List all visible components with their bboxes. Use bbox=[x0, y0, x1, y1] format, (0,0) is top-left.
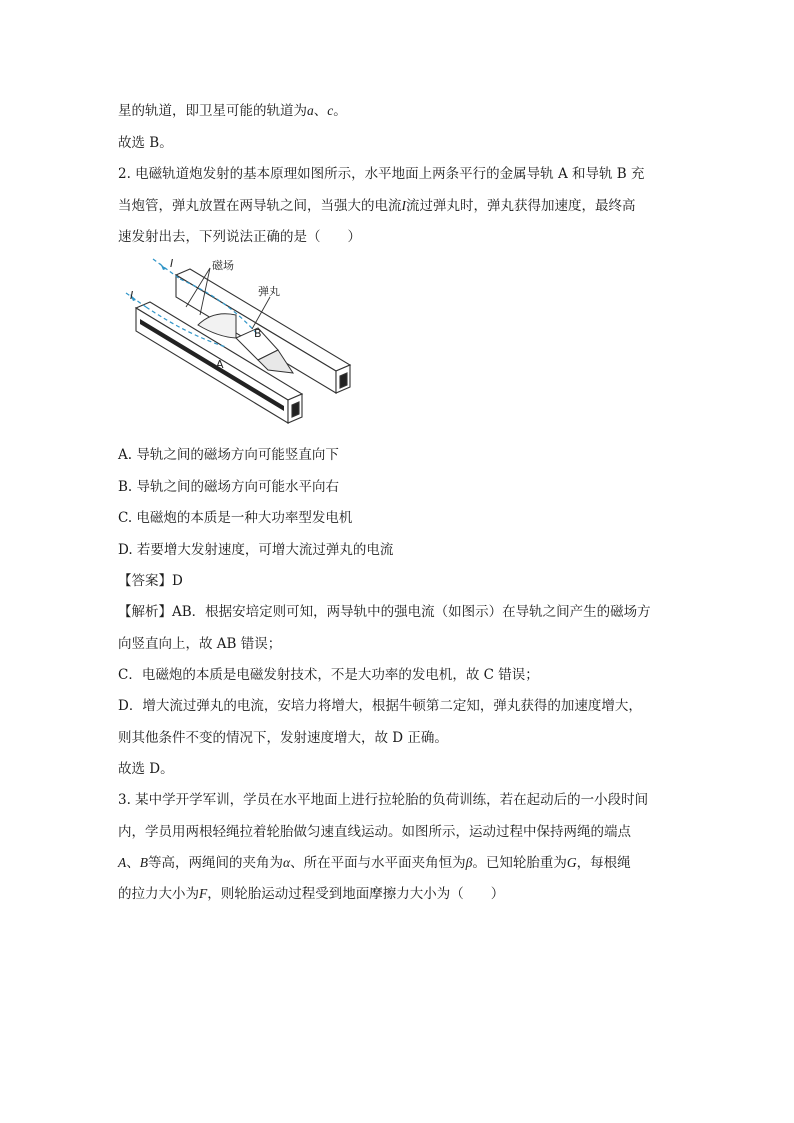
symbol-B: B bbox=[139, 855, 148, 870]
current-arrows bbox=[130, 263, 166, 301]
option-a: A. 导轨之间的磁场方向可能竖直向下 bbox=[118, 447, 339, 463]
label-projectile: 弹丸 bbox=[258, 285, 280, 298]
symbol-A: A bbox=[118, 855, 127, 870]
q3-text-3: 、所在平面与水平面夹角恒为 bbox=[290, 855, 466, 871]
analysis-line-1: 【解析】AB．根据安培定则可知，两导轨中的强电流（如图示）在导轨之间产生的磁场方 bbox=[118, 604, 651, 620]
line-1-text: 星的轨道，即卫星可能的轨道为 bbox=[118, 103, 307, 119]
symbol-beta: β bbox=[465, 855, 473, 870]
railgun-figure bbox=[118, 255, 358, 430]
question-2-line-2 bbox=[118, 196, 636, 216]
analysis-line-2: 向竖直向上，故 AB 错误； bbox=[118, 636, 282, 652]
q3-text-7: ，则轮胎运动过程受到地面摩擦力大小为（ ） bbox=[207, 886, 505, 902]
analysis-line-5: 则其他条件不变的情况下，发射速度增大，故 D 正确。 bbox=[118, 730, 448, 746]
answer: 【答案】D bbox=[118, 573, 183, 589]
analysis-line-3: C．电磁炮的本质是电磁发射技术，不是大功率的发电机，故 C 错误； bbox=[118, 667, 539, 683]
separator: 、 bbox=[313, 103, 328, 119]
question-3-line-4 bbox=[118, 884, 504, 904]
symbol-F: F bbox=[199, 886, 208, 901]
q3-sep-1: 、 bbox=[126, 855, 140, 871]
label-I-left: I bbox=[130, 289, 134, 302]
symbol-c: c bbox=[327, 103, 334, 118]
question-2-line-3: 速发射出去，下列说法正确的是（ ） bbox=[118, 229, 361, 245]
q2-text-pre: 当炮管，弹丸放置在两导轨之间，当强大的电流 bbox=[118, 198, 402, 214]
symbol-G: G bbox=[566, 855, 577, 870]
option-b: B. 导轨之间的磁场方向可能水平向右 bbox=[118, 479, 340, 495]
analysis-line-6: 故选 D。 bbox=[118, 761, 174, 777]
label-A: A bbox=[216, 358, 224, 371]
line-1 bbox=[118, 101, 347, 121]
option-d: D. 若要增大发射速度，可增大流过弹丸的电流 bbox=[118, 542, 394, 558]
q3-text-4: 。已知轮胎重为 bbox=[472, 855, 567, 871]
q2-text-post: 流过弹丸时，弹丸获得加速度，最终高 bbox=[406, 198, 636, 214]
symbol-a: a bbox=[307, 103, 314, 118]
symbol-I: I bbox=[401, 198, 406, 213]
line-2: 故选 B。 bbox=[118, 135, 173, 151]
question-2-line-1: 2. 电磁轨道炮发射的基本原理如图所示，水平地面上两条平行的金属导轨 A 和导轨 B 充 bbox=[118, 166, 645, 182]
label-B: B bbox=[254, 327, 262, 340]
period: 。 bbox=[333, 103, 347, 119]
q3-text-5: ，每根绳 bbox=[576, 855, 631, 871]
label-I-top: I bbox=[170, 257, 174, 270]
label-field: 磁场 bbox=[212, 259, 234, 272]
q3-text-2: 等高，两绳间的夹角为 bbox=[148, 855, 283, 871]
symbol-alpha: α bbox=[283, 855, 291, 870]
analysis-line-4: D．增大流过弹丸的电流，安培力将增大，根据牛顿第二定知，弹丸获得的加速度增大， bbox=[118, 698, 642, 714]
question-3-line-2: 内，学员用两根轻绳拉着轮胎做匀速直线运动。如图所示，运动过程中保持两绳的端点 bbox=[118, 824, 631, 840]
question-3-line-3 bbox=[118, 853, 631, 873]
question-3-line-1: 3. 某中学开学军训，学员在水平地面上进行拉轮胎的负荷训练，若在起动后的一小段时间 bbox=[118, 792, 649, 808]
option-c: C. 电磁炮的本质是一种大功率型发电机 bbox=[118, 510, 353, 526]
q3-text-6: 的拉力大小为 bbox=[118, 886, 199, 902]
